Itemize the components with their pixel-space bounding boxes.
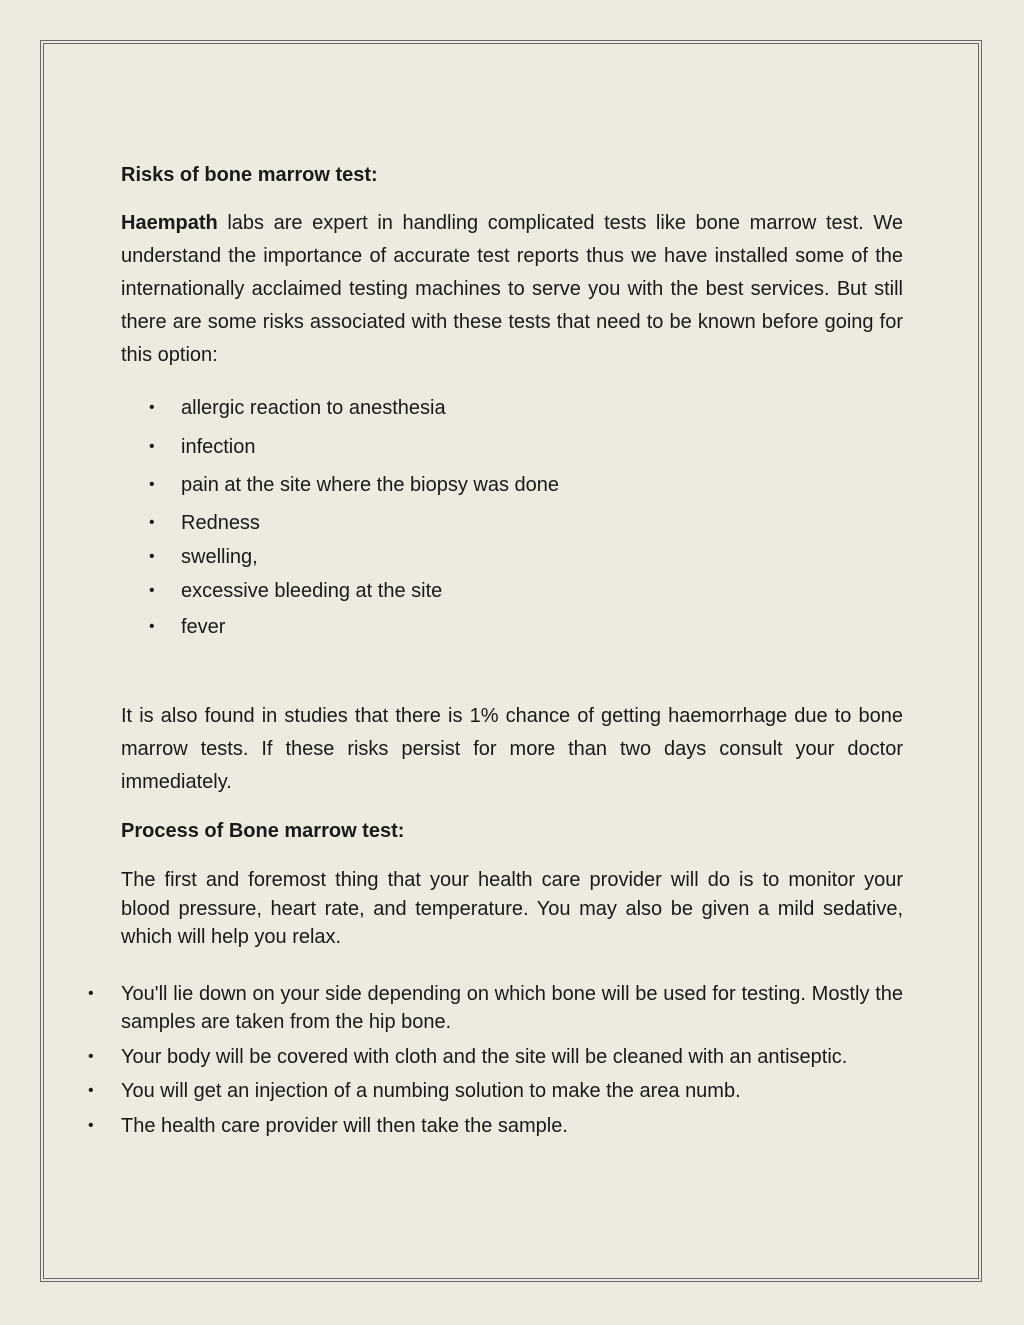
bullet-icon: • [149, 399, 155, 416]
list-item-text: infection [181, 436, 256, 458]
bullet-icon: • [149, 618, 155, 635]
list-item-text: excessive bleeding at the site [181, 580, 443, 602]
bullet-icon: • [149, 476, 155, 493]
list-item-text: You'll lie down on your side depending on which bone will be used for testing. Mostly the samples are taken from the hip bone. [121, 982, 903, 1033]
process-intro-paragraph: The first and foremost thing that your health care provider will do is to monitor your blood pressure, heart rate, and temperature. You may also be given a mild sedative, which will help you relax. [121, 869, 903, 948]
list-item [121, 470, 903, 508]
list-item-text: Redness [181, 512, 260, 534]
bullet-icon: • [149, 548, 155, 565]
list-item [121, 542, 903, 576]
list-item-text: Your body will be covered with cloth and the site will be cleaned with an antiseptic. [121, 1045, 848, 1068]
risks-intro-text: labs are expert in handling complicated tests like bone marrow test. We understand the importance of accurate test reports thus we have installed some of the internationally acclaimed testing machines to serve you with the best services. But still there are some risks associated with these tests that need to be known before going for this option: [121, 212, 903, 366]
document-content [88, 160, 903, 1140]
bullet-icon: • [88, 1082, 94, 1099]
risks-heading: Risks of bone marrow test: [121, 164, 378, 186]
bullet-icon: • [149, 582, 155, 599]
list-item-text: swelling, [181, 546, 258, 568]
risks-note-paragraph: It is also found in studies that there is 1% chance of getting haemorrhage due to bone marrow tests. If these risks persist for more than two days consult your doctor immediately. [121, 705, 903, 793]
bullet-icon: • [88, 984, 94, 1002]
brand-name: Haempath [121, 212, 218, 234]
bullet-icon: • [149, 438, 155, 455]
risk-list [121, 393, 903, 642]
bullet-icon: • [88, 1047, 94, 1065]
list-item [121, 612, 903, 642]
list-item-text: pain at the site where the biopsy was done [181, 474, 560, 496]
list-item [121, 576, 903, 612]
list-item-text: allergic reaction to anesthesia [181, 397, 446, 419]
list-item [88, 1043, 903, 1072]
process-heading: Process of Bone marrow test: [121, 820, 405, 842]
bullet-icon: • [149, 514, 155, 531]
list-item-text: The health care provider will then take the sample. [121, 1114, 568, 1137]
list-item [88, 1077, 903, 1106]
list-item-text: You will get an injection of a numbing solution to make the area numb. [121, 1080, 741, 1102]
process-step-list [88, 980, 903, 1141]
list-item [121, 432, 903, 470]
risks-intro-paragraph [121, 207, 903, 372]
list-item [121, 393, 903, 432]
list-item [88, 980, 903, 1037]
list-item [88, 1112, 903, 1141]
list-item [121, 508, 903, 542]
list-item-text: fever [181, 616, 226, 638]
bullet-icon: • [88, 1116, 94, 1134]
